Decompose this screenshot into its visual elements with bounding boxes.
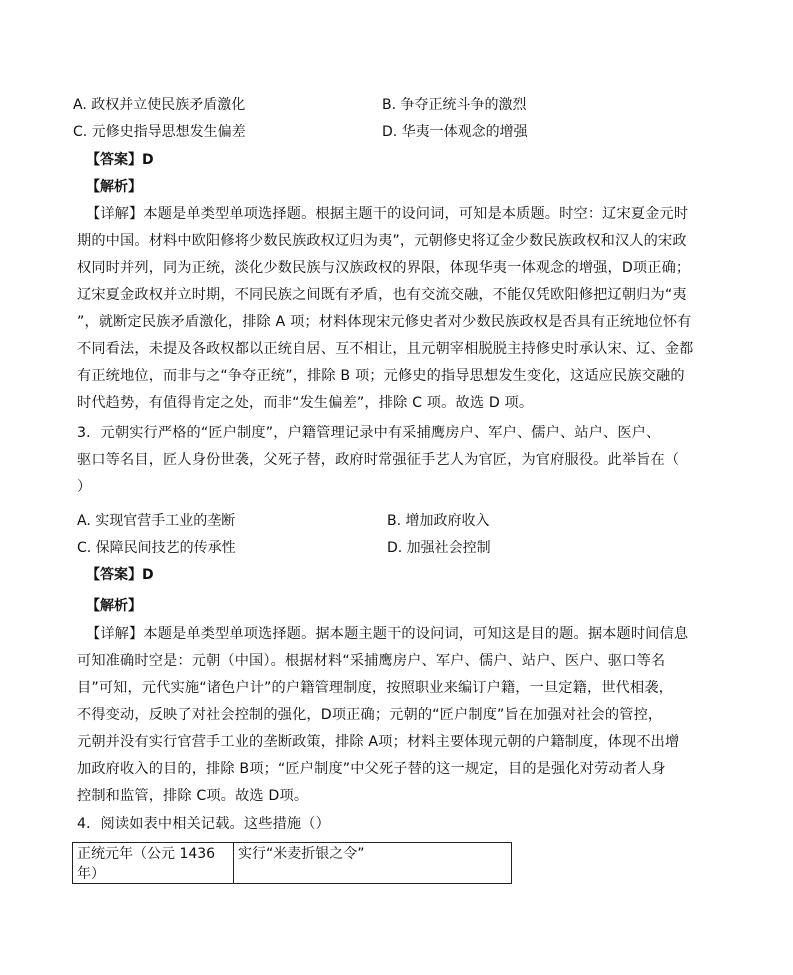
table-cell: 实行“米麦折银之令”: [234, 843, 512, 884]
q2-option-d: D. 华夷一体观念的增强: [382, 124, 528, 140]
q3-analysis-label: 【解析】: [86, 598, 142, 614]
q2-option-a: A. 政权并立使民族矛盾激化: [73, 97, 246, 113]
answer-value: D: [142, 152, 154, 168]
q3-option-a: A. 实现官营手工业的垄断: [77, 513, 236, 529]
q2-detail-line: 辽宋夏金政权并立时期，不同民族之间既有矛盾，也有交流交融，不能仅凭欧阳修把辽朝归为“夷: [77, 287, 687, 303]
table-cell: 正统元年（公元 1436 年）: [73, 843, 234, 884]
q2-detail-line: 有正统地位，而非与之“争夺正统”，排除 B 项；元修史的指导思想发生变化，这适应民族交融的: [77, 368, 685, 384]
q2-option-b: B. 争夺正统斗争的激烈: [382, 97, 527, 113]
q3-detail-line: 【详解】本题是单类型单项选择题。据本题主题干的设问词，可知这是目的题。据本题时间信息: [86, 626, 689, 642]
answer-label: 【答案】: [86, 567, 142, 583]
q3-detail-line: 目”可知，元代实施“诸色户计”的户籍管理制度，按照职业来编订户籍，一旦定籍，世代相袭，: [77, 680, 674, 696]
q3-detail-line: 控制和监管，排除 C项。故选 D项。: [77, 788, 309, 804]
q2-detail-line: 【详解】本题是单类型单项选择题。根据主题干的设问词，可知是本质题。时空：辽宋夏金元时: [86, 206, 689, 222]
q3-stem-line: 3．元朝实行严格的“匠户制度”，户籍管理记录中有采捕鹰房户、军户、儒户、站户、医户、: [77, 425, 661, 441]
q3-detail-line: 不得变动，反映了对社会控制的强化，D项正确；元朝的“匠户制度”旨在加强对社会的管控，: [77, 707, 663, 723]
q3-option-d: D. 加强社会控制: [387, 540, 491, 556]
q2-detail-line: 期的中国。材料中欧阳修将少数民族政权辽归为夷”，元朝修史将辽金少数民族政权和汉人的宋政: [77, 233, 687, 249]
q3-detail-line: 加政府收入的目的，排除 B项；“匠户制度”中父死子替的这一规定，目的是强化对劳动者人身: [77, 761, 666, 777]
q2-detail-line: 时代趋势，有值得肯定之处，而非“发生偏差”，排除 C 项。故选 D 项。: [77, 395, 534, 411]
q4-stem: 4．阅读如表中相关记载。这些措施（）: [77, 816, 330, 832]
table-row: [73, 843, 512, 884]
q2-option-c: C. 元修史指导思想发生偏差: [73, 124, 246, 140]
q3-answer: [86, 566, 154, 584]
q2-detail-line: 不同看法，未提及各政权都以正统自居、互不相让，且元朝宰相脱脱主持修史时承认宋、辽、金都: [77, 341, 694, 357]
q2-answer: [86, 151, 154, 169]
q4-table: [72, 842, 512, 884]
q3-option-c: C. 保障民间技艺的传承性: [77, 540, 236, 556]
q3-detail-line: 可知准确时空是：元朝（中国）。根据材料“采捕鹰房户、军户、儒户、站户、医户、驱口等名: [77, 653, 666, 669]
q2-detail-line: 权同时并列，同为正统，淡化少数民族与汉族政权的界限，体现华夷一体观念的增强，D项正确；: [77, 260, 691, 276]
q3-stem-line: ）: [77, 479, 92, 495]
q3-stem-line: 驱口等名目，匠人身份世袭，父死子替，政府时常强征手艺人为官匠，为官府服役。此举旨在（: [77, 452, 680, 468]
q3-detail-line: 元朝并没有实行官营手工业的垄断政策，排除 A项；材料主要体现元朝的户籍制度，体现不出增: [77, 734, 680, 750]
q2-detail-line: ”，就断定民族矛盾激化，排除 A 项；材料体现宋元修史者对少数民族政权是否具有正统地位怀有: [77, 314, 692, 330]
answer-label: 【答案】: [86, 152, 142, 168]
q2-analysis-label: 【解析】: [86, 179, 142, 195]
q3-option-b: B. 增加政府收入: [387, 513, 490, 529]
answer-value: D: [142, 567, 154, 583]
